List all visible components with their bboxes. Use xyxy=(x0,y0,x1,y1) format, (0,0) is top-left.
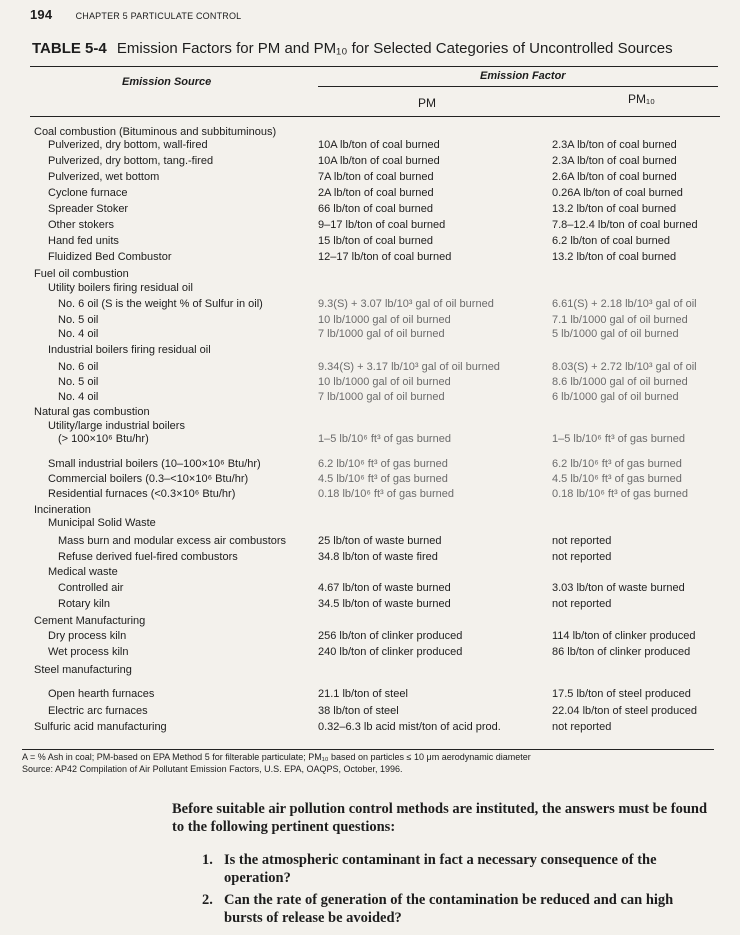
column-header-source: Emission Source xyxy=(122,76,212,88)
pm10-factor: 2.3A lb/ton of coal burned xyxy=(552,155,677,167)
table-number: TABLE 5-4 xyxy=(32,40,107,57)
pm-factor: 7 lb/1000 gal of oil burned xyxy=(318,391,445,403)
pm10-factor: 86 lb/ton of clinker produced xyxy=(552,646,691,658)
pm-factor: 38 lb/ton of steel xyxy=(318,705,399,717)
emission-source: Pulverized, dry bottom, tang.-fired xyxy=(48,155,214,167)
emission-source: Natural gas combustion xyxy=(34,406,150,418)
pm-factor: 240 lb/ton of clinker produced xyxy=(318,646,463,658)
emission-source: No. 5 oil xyxy=(58,314,99,326)
emission-source: Electric arc furnaces xyxy=(48,705,148,717)
emission-source: Fluidized Bed Combustor xyxy=(48,251,172,263)
pm-factor: 7A lb/ton of coal burned xyxy=(318,171,434,183)
emission-source: No. 4 oil xyxy=(58,328,99,340)
pm10-factor: 2.6A lb/ton of coal burned xyxy=(552,171,677,183)
pm-factor: 9.3(S) + 3.07 lb/10³ gal of oil burned xyxy=(318,298,494,310)
intro-paragraph: Before suitable air pollution control methods are instituted, the answers must be found to the following pertinent questions: xyxy=(172,801,708,835)
pm-factor: 2A lb/ton of coal burned xyxy=(318,187,434,199)
pm10-factor: 13.2 lb/ton of coal burned xyxy=(552,251,677,263)
emission-source: Pulverized, dry bottom, wall-fired xyxy=(48,139,208,151)
table-footnote: A = % Ash in coal; PM-based on EPA Method 5 for filterable particulate; PM₁₀ based on particles ≤ 10 μm aerodynamic diameter xyxy=(22,752,531,762)
page-number: 194 xyxy=(30,7,53,22)
emission-source: Pulverized, wet bottom xyxy=(48,171,160,183)
emission-source: Fuel oil combustion xyxy=(34,268,129,280)
pm-factor: 10A lb/ton of coal burned xyxy=(318,139,440,151)
chapter-title: CHAPTER 5 PARTICULATE CONTROL xyxy=(75,11,242,21)
pm10-factor: 4.5 lb/10⁶ ft³ of gas burned xyxy=(552,473,682,485)
pm-factor: 21.1 lb/ton of steel xyxy=(318,688,408,700)
emission-source: Utility boilers firing residual oil xyxy=(48,282,193,294)
pm-factor: 25 lb/ton of waste burned xyxy=(318,535,442,547)
emission-source: Controlled air xyxy=(58,582,124,594)
pm10-factor: 0.18 lb/10⁶ ft³ of gas burned xyxy=(552,488,689,500)
pm10-factor: not reported xyxy=(552,551,612,563)
pm-factor: 0.32–6.3 lb acid mist/ton of acid prod. xyxy=(318,721,501,733)
pm10-factor: 13.2 lb/ton of coal burned xyxy=(552,203,677,215)
emission-source: Mass burn and modular excess air combustors xyxy=(58,535,287,547)
emission-source: Dry process kiln xyxy=(48,630,127,642)
pm-factor: 7 lb/1000 gal of oil burned xyxy=(318,328,445,340)
emission-source: Cement Manufacturing xyxy=(34,615,146,627)
emission-source: No. 6 oil (S is the weight % of Sulfur in oil) xyxy=(58,298,263,310)
pm10-factor: not reported xyxy=(552,721,612,733)
pm-factor: 66 lb/ton of coal burned xyxy=(318,203,433,215)
question-1 xyxy=(202,852,657,869)
question-1-continued: operation? xyxy=(224,870,291,886)
emission-source: Cyclone furnace xyxy=(48,187,128,199)
question-2 xyxy=(202,892,673,909)
emission-source: Spreader Stoker xyxy=(48,203,129,215)
pm10-factor: 3.03 lb/ton of waste burned xyxy=(552,582,685,594)
pm10-factor: 0.26A lb/ton of coal burned xyxy=(552,187,683,199)
emission-source: Medical waste xyxy=(48,566,118,578)
pm10-factor: 7.8–12.4 lb/ton of coal burned xyxy=(552,219,698,231)
emission-source: Coal combustion (Bituminous and subbituminous) xyxy=(34,126,277,138)
pm10-factor: not reported xyxy=(552,598,612,610)
pm-factor: 34.8 lb/ton of waste fired xyxy=(318,551,438,563)
pm-factor: 4.67 lb/ton of waste burned xyxy=(318,582,451,594)
pm10-factor: 1–5 lb/10⁶ ft³ of gas burned xyxy=(552,433,685,445)
pm-factor: 10 lb/1000 gal of oil burned xyxy=(318,314,451,326)
pm10-factor: 8.03(S) + 2.72 lb/10³ gal of oil xyxy=(552,361,697,373)
pm-factor: 12–17 lb/ton of coal burned xyxy=(318,251,452,263)
emission-source: Utility/large industrial boilers xyxy=(48,420,185,432)
pm10-factor: 6.61(S) + 2.18 lb/10³ gal of oil xyxy=(552,298,697,310)
pm10-factor: 5 lb/1000 gal of oil burned xyxy=(552,328,679,340)
emission-source: Hand fed units xyxy=(48,235,119,247)
emission-source: Municipal Solid Waste xyxy=(48,517,156,529)
emission-source: Steel manufacturing xyxy=(34,664,132,676)
question-text: Is the atmospheric contaminant in fact a necessary consequence of the xyxy=(224,852,657,868)
table-bottom-rule xyxy=(22,749,714,750)
emission-source: No. 6 oil xyxy=(58,361,99,373)
pm10-factor: 7.1 lb/1000 gal of oil burned xyxy=(552,314,688,326)
emission-source: Other stokers xyxy=(48,219,115,231)
emission-source: Wet process kiln xyxy=(48,646,129,658)
column-header-pm: PM xyxy=(418,96,436,110)
pm10-factor: 2.3A lb/ton of coal burned xyxy=(552,139,677,151)
question-2-continued: bursts of release be avoided? xyxy=(224,910,402,926)
emission-source: Rotary kiln xyxy=(58,598,110,610)
emission-source: Residential furnaces (<0.3×10⁶ Btu/hr) xyxy=(48,488,236,500)
pm-factor: 6.2 lb/10⁶ ft³ of gas burned xyxy=(318,458,448,470)
emission-source: (> 100×10⁶ Btu/hr) xyxy=(58,433,149,445)
pm-factor: 9.34(S) + 3.17 lb/10³ gal of oil burned xyxy=(318,361,500,373)
pm-factor: 34.5 lb/ton of waste burned xyxy=(318,598,451,610)
table-source-note: Source: AP42 Compilation of Air Pollutant Emission Factors, U.S. EPA, OAQPS, October, 1996. xyxy=(22,764,403,774)
pm-factor: 9–17 lb/ton of coal burned xyxy=(318,219,446,231)
emission-source: No. 4 oil xyxy=(58,391,99,403)
column-header-factor: Emission Factor xyxy=(480,70,566,82)
emission-source: Sulfuric acid manufacturing xyxy=(34,721,167,733)
pm-factor: 1–5 lb/10⁶ ft³ of gas burned xyxy=(318,433,451,445)
table-title: Emission Factors for PM and PM₁₀ for Selected Categories of Uncontrolled Sources xyxy=(116,40,673,57)
emission-source: Refuse derived fuel-fired combustors xyxy=(58,551,238,563)
pm10-factor: 114 lb/ton of clinker produced xyxy=(552,630,696,642)
emission-source: Incineration xyxy=(34,504,91,516)
column-header-pm10: PM₁₀ xyxy=(628,92,656,106)
pm10-factor: 8.6 lb/1000 gal of oil burned xyxy=(552,376,688,388)
question-text: Can the rate of generation of the contamination be reduced and can high xyxy=(224,892,674,908)
question-number: 2. xyxy=(202,892,213,908)
pm-factor: 0.18 lb/10⁶ ft³ of gas burned xyxy=(318,488,455,500)
pm10-factor: 6 lb/1000 gal of oil burned xyxy=(552,391,679,403)
question-number: 1. xyxy=(202,852,213,868)
pm-factor: 10 lb/1000 gal of oil burned xyxy=(318,376,451,388)
emission-source: Commercial boilers (0.3–<10×10⁶ Btu/hr) xyxy=(48,473,249,485)
pm10-factor: not reported xyxy=(552,535,612,547)
pm10-factor: 6.2 lb/ton of coal burned xyxy=(552,235,671,247)
emission-source: Open hearth furnaces xyxy=(48,688,155,700)
pm-factor: 15 lb/ton of coal burned xyxy=(318,235,433,247)
emission-source: No. 5 oil xyxy=(58,376,99,388)
pm-factor: 10A lb/ton of coal burned xyxy=(318,155,440,167)
pm10-factor: 22.04 lb/ton of steel produced xyxy=(552,705,697,717)
emission-source: Industrial boilers firing residual oil xyxy=(48,344,211,356)
emission-source: Small industrial boilers (10–100×10⁶ Btu/hr) xyxy=(48,458,261,470)
pm10-factor: 17.5 lb/ton of steel produced xyxy=(552,688,691,700)
pm-factor: 4.5 lb/10⁶ ft³ of gas burned xyxy=(318,473,448,485)
pm10-factor: 6.2 lb/10⁶ ft³ of gas burned xyxy=(552,458,682,470)
pm-factor: 256 lb/ton of clinker produced xyxy=(318,630,463,642)
